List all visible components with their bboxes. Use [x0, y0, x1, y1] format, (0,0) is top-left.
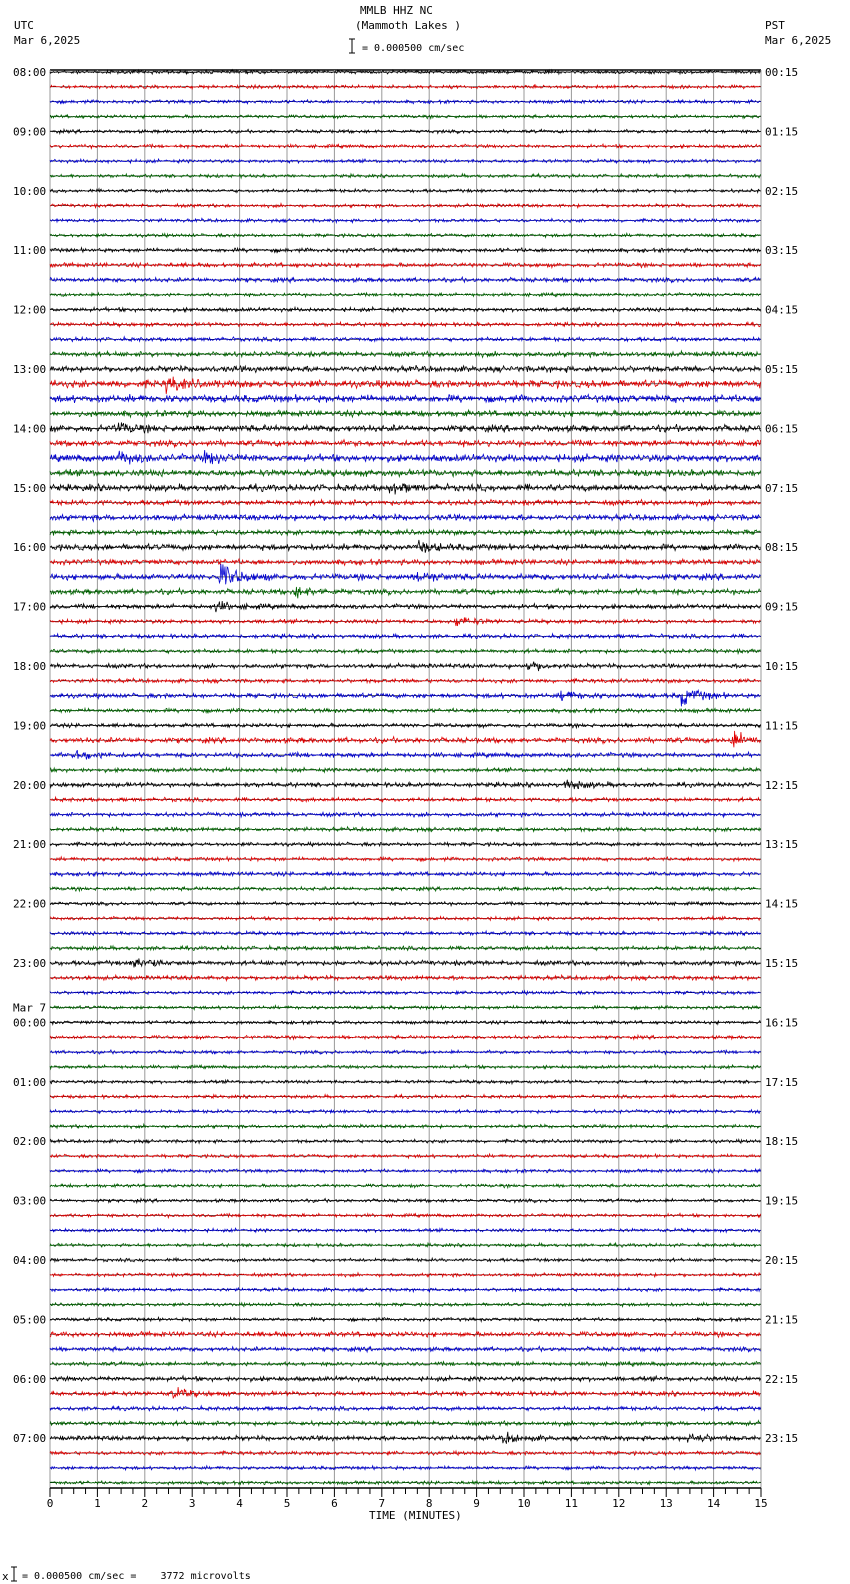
seismic-trace — [50, 1332, 761, 1338]
left-date: Mar 6,2025 — [14, 34, 81, 47]
pst-hour-label: 00:15 — [765, 66, 799, 79]
seismic-trace — [50, 1273, 761, 1277]
seismic-trace — [50, 1258, 761, 1262]
x-tick-label: 7 — [378, 1497, 386, 1510]
pst-hour-label: 08:15 — [765, 541, 799, 555]
seismic-trace — [50, 780, 761, 789]
x-tick-label: 11 — [564, 1497, 579, 1510]
x-tick-label: 12 — [612, 1497, 626, 1510]
seismic-trace — [50, 1006, 761, 1010]
seismic-trace — [50, 450, 761, 464]
pst-hour-label: 05:15 — [765, 363, 799, 376]
footer-mark: x — [2, 1570, 9, 1583]
seismic-trace — [50, 469, 761, 477]
pst-hour-label: 06:15 — [765, 422, 799, 436]
seismic-trace — [50, 483, 761, 494]
pst-hour-label: 10:15 — [765, 660, 799, 673]
utc-hour-label: 06:00 — [13, 1372, 47, 1386]
pst-hour-label: 07:15 — [765, 481, 799, 495]
seismic-trace — [50, 958, 761, 967]
pst-hour-label: 11:15 — [765, 719, 799, 733]
utc-hour-label: 07:00 — [13, 1432, 47, 1446]
seismic-trace — [50, 1387, 761, 1398]
utc-hour-label: 17:00 — [13, 600, 47, 614]
seismic-trace — [50, 377, 761, 394]
utc-hour-label: 05:00 — [13, 1313, 47, 1327]
seismic-trace — [50, 1432, 761, 1444]
pst-hour-label: 23:15 — [765, 1432, 799, 1446]
seismic-trace — [50, 872, 761, 877]
seismic-trace — [50, 1065, 761, 1069]
x-tick-label: 13 — [659, 1497, 673, 1510]
utc-hour-label: 01:00 — [13, 1075, 47, 1089]
pst-hour-label: 22:15 — [765, 1372, 799, 1386]
utc-hour-label: 02:00 — [13, 1135, 47, 1149]
seismic-trace — [50, 1139, 761, 1143]
x-tick-label: 5 — [283, 1497, 291, 1510]
seismic-trace — [50, 1362, 761, 1367]
seismic-trace — [50, 277, 761, 283]
x-tick-label: 8 — [425, 1497, 433, 1510]
utc-hour-label: 21:00 — [13, 838, 47, 852]
day-change-label: Mar 7 — [13, 1001, 47, 1015]
pst-hour-label: 12:15 — [765, 778, 799, 792]
footer-scale-text: = 0.000500 cm/sec = 3772 microvolts — [22, 1571, 251, 1582]
seismic-trace — [50, 690, 761, 706]
utc-hour-label: 19:00 — [13, 719, 47, 733]
utc-hour-label: 09:00 — [13, 125, 47, 139]
seismic-trace — [50, 422, 761, 433]
seismic-trace — [50, 218, 761, 222]
x-tick-label: 1 — [94, 1497, 101, 1510]
x-tick-label: 0 — [46, 1497, 54, 1510]
right-date: Mar 6,2025 — [765, 34, 832, 47]
seismic-trace — [50, 662, 761, 672]
utc-hour-label: 22:00 — [13, 897, 47, 911]
x-tick-label: 15 — [754, 1497, 768, 1510]
pst-hour-label: 09:15 — [765, 600, 799, 614]
x-tick-label: 2 — [141, 1497, 149, 1510]
x-tick-label: 14 — [706, 1497, 721, 1510]
pst-hour-label: 01:15 — [765, 125, 799, 139]
scale-text: = 0.000500 cm/sec — [362, 43, 465, 54]
utc-hour-label: 18:00 — [13, 660, 47, 673]
station-location: (Mammoth Lakes ) — [355, 19, 461, 32]
seismic-trace — [50, 797, 761, 802]
seismic-trace — [50, 564, 761, 584]
utc-hour-label: 12:00 — [13, 303, 47, 317]
pst-hour-label: 16:15 — [765, 1016, 799, 1030]
right-timezone: PST — [765, 19, 785, 32]
x-tick-label: 4 — [236, 1497, 243, 1510]
seismic-trace — [50, 812, 761, 817]
pst-hour-label: 02:15 — [765, 184, 799, 198]
utc-hour-label: 13:00 — [13, 363, 47, 376]
seismic-trace — [50, 886, 761, 891]
seismic-trace — [50, 1050, 761, 1054]
x-tick-label: 6 — [331, 1497, 338, 1510]
seismic-trace — [50, 827, 761, 832]
pst-hour-label: 19:15 — [765, 1194, 799, 1208]
pst-hour-label: 13:15 — [765, 838, 799, 852]
x-tick-label: 9 — [473, 1497, 480, 1510]
utc-hour-label: 08:00 — [13, 66, 47, 79]
utc-hour-label: 15:00 — [13, 481, 47, 495]
left-timezone: UTC — [14, 19, 34, 32]
pst-hour-label: 03:15 — [765, 244, 799, 258]
utc-hour-label: 20:00 — [13, 778, 47, 792]
utc-hour-label: 00:00 — [13, 1016, 47, 1030]
utc-hour-label: 14:00 — [13, 422, 47, 436]
seismic-trace — [50, 174, 761, 178]
pst-hour-label: 18:15 — [765, 1135, 799, 1149]
pst-hour-label: 21:15 — [765, 1313, 799, 1327]
utc-hour-label: 04:00 — [13, 1254, 47, 1267]
seismic-trace — [50, 842, 761, 846]
seismic-trace — [50, 293, 761, 297]
station-title: MMLB HHZ NC — [360, 4, 433, 17]
seismic-trace — [50, 540, 761, 553]
seismic-trace — [50, 1199, 761, 1203]
utc-hour-label: 10:00 — [13, 184, 47, 198]
pst-hour-label: 20:15 — [765, 1254, 799, 1267]
x-axis-label: TIME (MINUTES) — [369, 1509, 462, 1522]
utc-hour-label: 03:00 — [13, 1194, 47, 1208]
pst-hour-label: 04:15 — [765, 303, 799, 317]
seismic-trace — [50, 1184, 761, 1188]
seismic-trace — [50, 731, 761, 747]
seismic-trace — [50, 204, 761, 208]
utc-hour-label: 11:00 — [13, 244, 47, 258]
x-tick-label: 10 — [517, 1497, 531, 1510]
seismic-trace — [50, 129, 761, 133]
utc-hour-label: 16:00 — [13, 541, 47, 555]
seismic-trace — [50, 1154, 761, 1158]
seismic-trace — [50, 587, 761, 598]
x-tick-label: 3 — [188, 1497, 196, 1510]
pst-hour-label: 15:15 — [765, 957, 799, 970]
utc-hour-label: 23:00 — [13, 957, 47, 970]
seismic-trace — [50, 975, 761, 981]
pst-hour-label: 17:15 — [765, 1075, 799, 1089]
pst-hour-label: 14:15 — [765, 897, 799, 911]
seismic-trace — [50, 1124, 761, 1128]
